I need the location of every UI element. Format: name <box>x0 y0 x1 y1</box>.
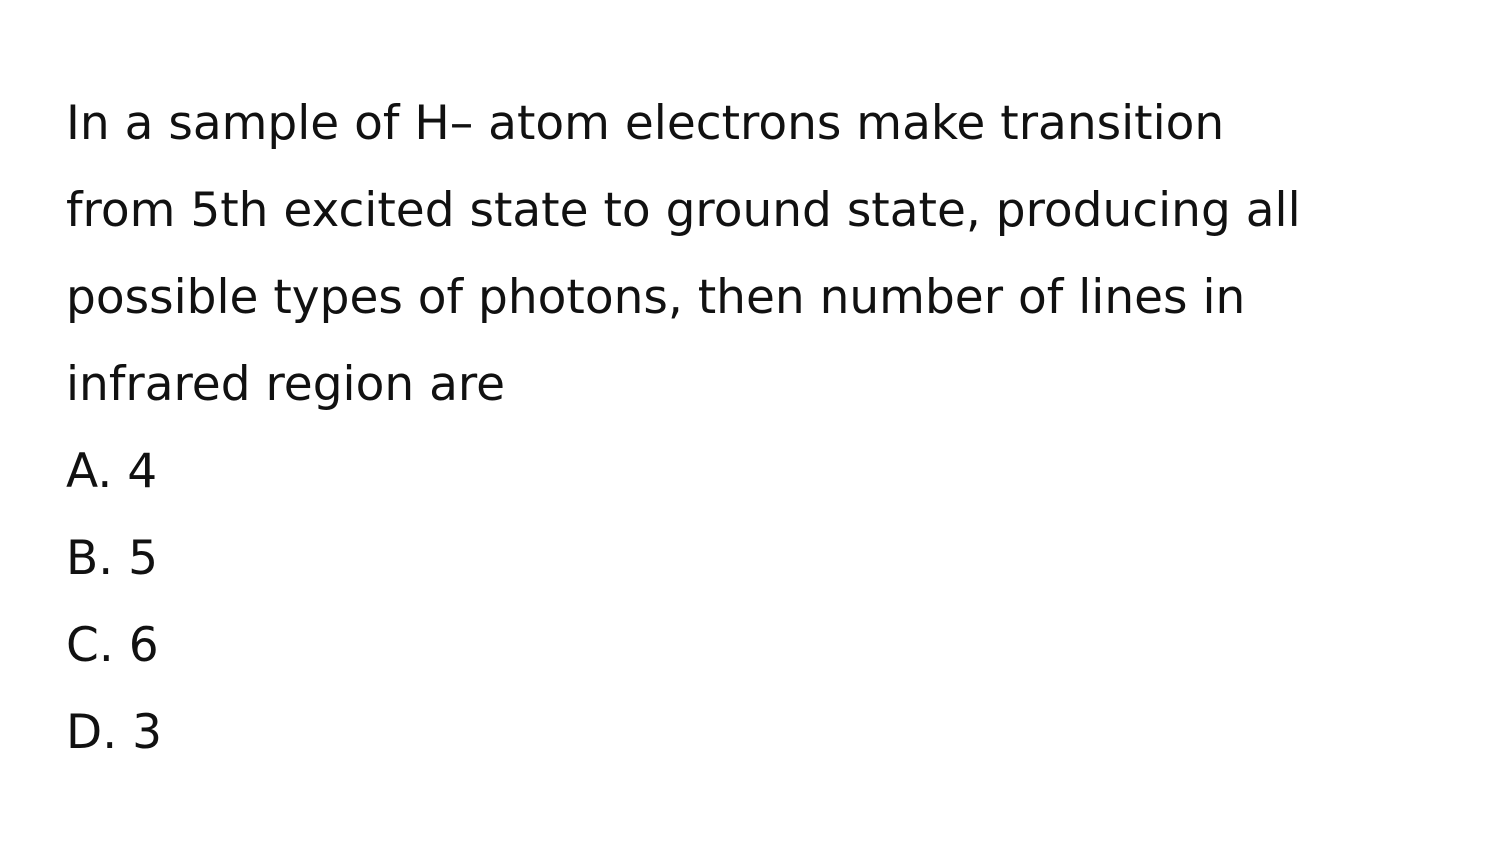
option-d[interactable]: D. 3 <box>66 705 162 760</box>
question-text <box>66 80 1466 428</box>
question-line: infrared region are <box>66 357 506 412</box>
option-b[interactable]: B. 5 <box>66 531 159 586</box>
question-card <box>66 80 1466 776</box>
option-c[interactable]: C. 6 <box>66 618 159 673</box>
question-line: In a sample of H– atom electrons make transition <box>66 96 1225 151</box>
question-line: from 5th excited state to ground state, producing all <box>66 183 1301 238</box>
question-line: possible types of photons, then number of lines in <box>66 270 1246 325</box>
option-a[interactable]: A. 4 <box>66 444 158 499</box>
answer-options <box>66 428 1466 776</box>
